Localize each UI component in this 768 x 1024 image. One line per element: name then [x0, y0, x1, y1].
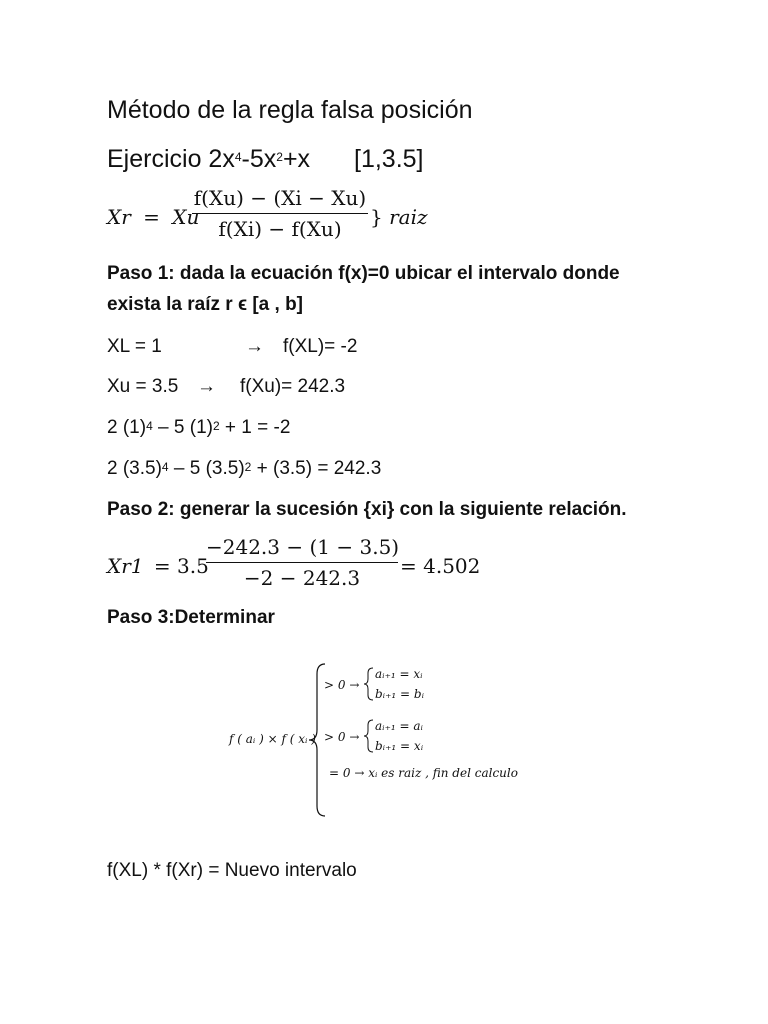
formula-raiz: raiz	[389, 205, 428, 229]
exercise-line	[107, 144, 310, 174]
formula2-result: = 4.502	[400, 554, 481, 578]
calc1-part-c: + 1 = -2	[219, 417, 291, 438]
calc2-part-c: + (3.5) = 242.3	[251, 458, 382, 479]
calc2-exp4: 4	[161, 460, 169, 474]
formula2-fraction	[206, 535, 398, 590]
formula-brace-raiz	[370, 205, 428, 229]
arrow-icon: →	[245, 336, 264, 357]
case1-a: aᵢ₊₁ = xᵢ	[375, 667, 423, 681]
formula-lhs	[107, 205, 199, 229]
xl-value: XL = 1	[107, 336, 162, 357]
final-line: f(XL) * f(Xr) = Nuevo intervalo	[107, 860, 357, 881]
formula2-numerator: −242.3 − (1 − 3.5)	[206, 535, 400, 559]
calc2-part-b: – 5 (3.5)	[168, 458, 245, 479]
calc1-exp2: 2	[212, 419, 220, 433]
case2-b: bᵢ₊₁ = xᵢ	[375, 739, 424, 753]
formula2-denominator: −2 − 242.3	[243, 566, 361, 590]
case2-condition: > 0 →	[324, 730, 360, 744]
calc1-part-a: 2 (1)	[107, 417, 147, 438]
fraction-bar	[206, 562, 398, 563]
formula-equals: =	[143, 205, 160, 229]
formula-xr: Xr	[107, 205, 131, 229]
formula2-xr1: Xr1	[107, 554, 144, 578]
piecewise-product: f ( aᵢ ) × f ( xᵢ )	[229, 732, 316, 746]
formula-xu: Xu	[172, 205, 200, 229]
formula-fraction	[192, 186, 368, 241]
xu-function-value: f(Xu)= 242.3	[240, 376, 346, 397]
paso2-heading: Paso 2: generar la sucesión {xi} con la siguiente relación.	[107, 499, 627, 520]
arrow-icon: →	[197, 376, 216, 397]
xu-value: Xu = 3.5	[107, 376, 179, 397]
paso3-heading: Paso 3:Determinar	[107, 607, 275, 628]
page-title: Método de la regla falsa posición	[107, 96, 473, 124]
case1-b: bᵢ₊₁ = bᵢ	[375, 687, 425, 701]
fraction-bar	[192, 213, 368, 214]
exercise-tail: +x	[282, 145, 311, 173]
calc2-exp2: 2	[244, 460, 252, 474]
calc1-exp4: 4	[146, 419, 153, 433]
formula-numerator: f(Xu) − (Xi − Xu)	[193, 186, 367, 210]
xl-function-value: f(XL)= -2	[283, 336, 358, 357]
paso1-line1: Paso 1: dada la ecuación f(x)=0 ubicar el intervalo donde	[107, 263, 620, 284]
calc-line-2	[107, 457, 381, 481]
exercise-exp4: 4	[234, 150, 242, 164]
formula-denominator: f(Xi) − f(Xu)	[218, 217, 342, 241]
exercise-label: Ejercicio 2x	[107, 145, 235, 173]
paso1-line2: exista la raíz r ϵ [a , b]	[107, 294, 304, 315]
formula-brace: }	[370, 205, 383, 229]
case1-condition: > 0 →	[324, 678, 360, 692]
case2-a: aᵢ₊₁ = aᵢ	[375, 719, 423, 733]
piecewise-figure	[225, 660, 535, 820]
exercise-exp2: 2	[276, 150, 283, 164]
formula2-eq: = 3.5	[153, 554, 209, 578]
exercise-interval: [1,3.5]	[354, 145, 424, 173]
calc1-part-b: – 5 (1)	[152, 417, 213, 438]
formula2-lhs	[107, 554, 209, 578]
calc2-part-a: 2 (3.5)	[107, 458, 162, 479]
exercise-mid: -5x	[241, 145, 277, 173]
case3-root: = 0 → xᵢ es raiz , fin del calculo	[329, 766, 518, 780]
calc-line-1	[107, 416, 290, 440]
